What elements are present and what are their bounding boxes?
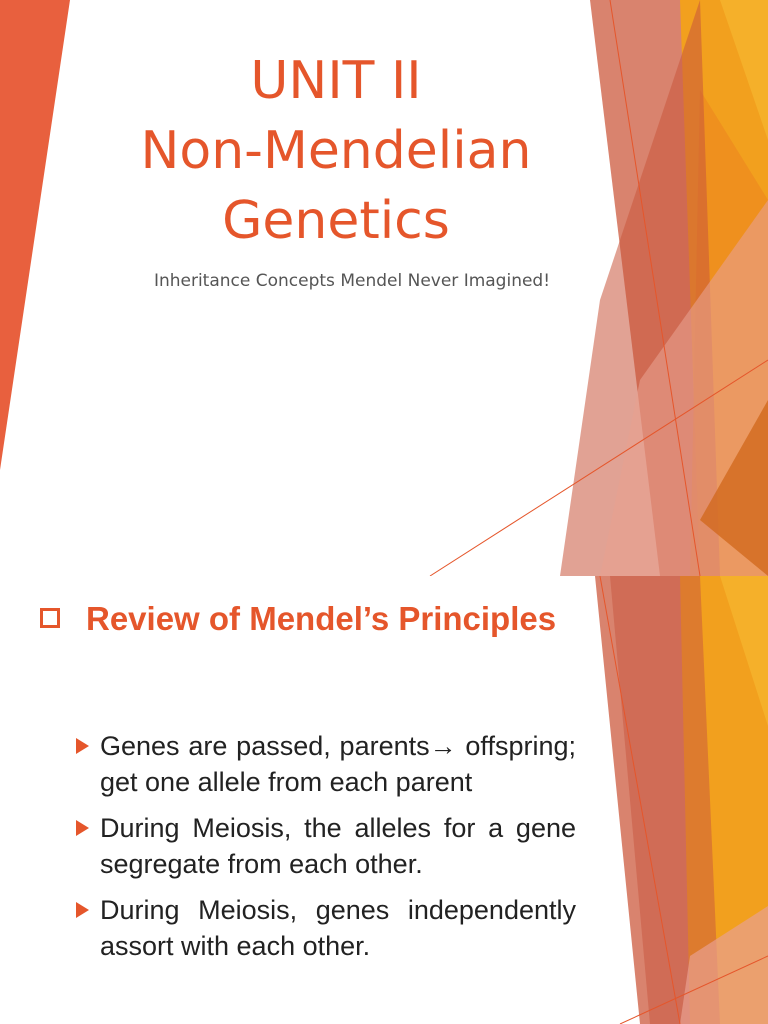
checkbox-square-icon <box>40 608 60 628</box>
content-slide <box>0 576 768 1024</box>
bullet-text: During Meiosis, the alleles for a gene segregate from each other. <box>100 813 576 879</box>
title-line: Non-Mendelian <box>140 121 532 181</box>
heading-text: Review of Mendel’s Principles <box>86 600 557 637</box>
bullet-list <box>72 728 576 974</box>
triangle-bullet-icon <box>76 902 89 918</box>
list-item <box>72 728 576 800</box>
title-line: Genetics <box>222 191 450 251</box>
triangle-bullet-icon <box>76 820 89 836</box>
slide-title <box>100 46 572 256</box>
slide-subtitle: Inheritance Concepts Mendel Never Imagined! <box>153 271 551 291</box>
list-item <box>72 892 576 964</box>
triangle-bullet-icon <box>76 738 89 754</box>
list-item <box>72 810 576 882</box>
slide-heading <box>40 596 560 642</box>
bullet-text: Genes are passed, parents→ offspring; get one allele from each parent <box>100 731 576 797</box>
title-line: UNIT II <box>250 51 422 111</box>
bullet-text: During Meiosis, genes independently assort with each other. <box>100 895 576 961</box>
